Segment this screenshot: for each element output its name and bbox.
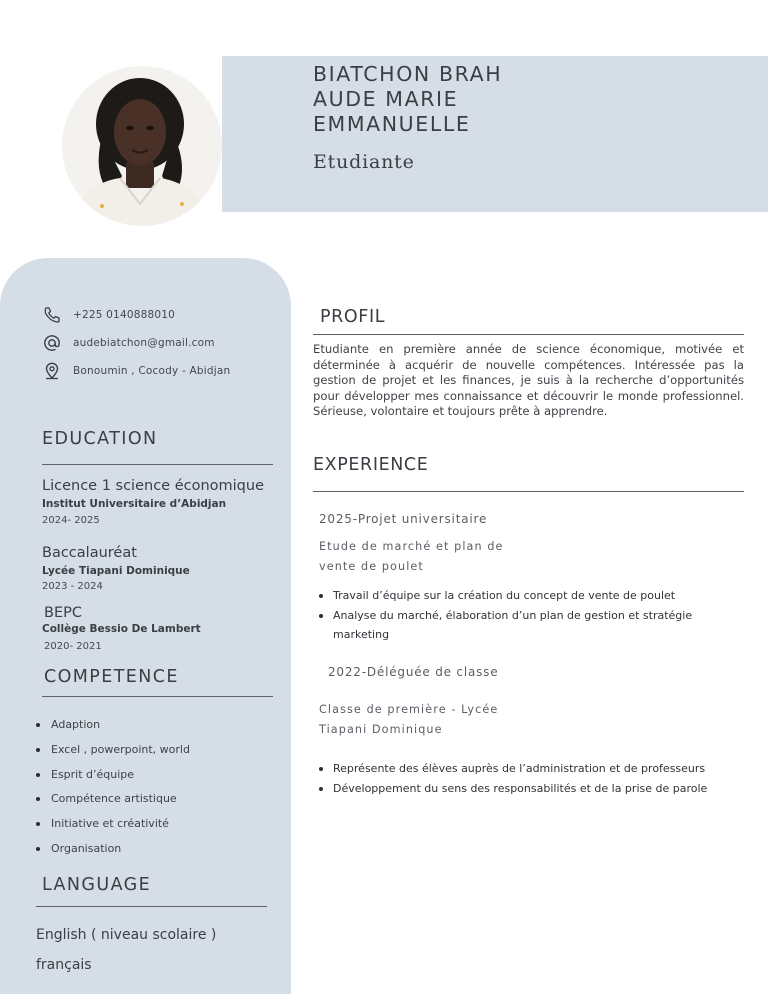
experience-bullets-2	[319, 759, 744, 798]
competence-divider	[42, 696, 273, 697]
education-degree-1: Licence 1 science économique	[42, 478, 264, 494]
language-divider	[36, 906, 267, 907]
competence-item: Organisation	[36, 840, 190, 865]
language-title: LANGUAGE	[42, 875, 152, 895]
phone-number: +225 0140888010	[73, 309, 175, 321]
competence-list	[36, 716, 190, 865]
competence-item: Compétence artistique	[36, 790, 190, 815]
experience-subtitle-line: Tiapani Dominique	[319, 723, 443, 736]
contact-address	[42, 361, 230, 381]
competence-item: Adaption	[36, 716, 190, 741]
competence-item: Initiative et créativité	[36, 815, 190, 840]
full-name	[313, 62, 733, 137]
experience-bullet: Analyse du marché, élaboration d’un plan de gestion et stratégie marketing	[319, 606, 744, 645]
education-title: EDUCATION	[42, 429, 158, 449]
name-line-2: AUDE MARIE	[313, 87, 459, 111]
education-school-3: Collège Bessio De Lambert	[42, 623, 201, 635]
experience-divider	[313, 491, 744, 492]
experience-subtitle-line: Etude de marché et plan de	[319, 540, 504, 553]
experience-subtitle-1	[319, 537, 504, 577]
job-title: Etudiante	[313, 151, 415, 173]
experience-bullet: Développement du sens des responsabilités et de la prise de parole	[319, 779, 744, 799]
education-school-2: Lycée Tiapani Dominique	[42, 565, 190, 577]
name-line-1: BIATCHON BRAH	[313, 62, 503, 86]
education-degree-3: BEPC	[44, 605, 82, 621]
language-item-1: English ( niveau scolaire )	[36, 927, 217, 943]
experience-bullet: Représente des élèves auprès de l’administration et de professeurs	[319, 759, 744, 779]
experience-subtitle-2	[319, 700, 498, 740]
education-years-2: 2023 - 2024	[42, 581, 103, 592]
location-pin-icon	[42, 361, 62, 381]
contact-email	[42, 333, 215, 353]
experience-subtitle-line: vente de poulet	[319, 560, 424, 573]
phone-icon	[42, 305, 62, 325]
competence-item: Esprit d’équipe	[36, 766, 190, 791]
experience-heading-2: 2022-Déléguée de classe	[328, 665, 499, 679]
competence-title: COMPETENCE	[44, 667, 179, 687]
language-item-2: français	[36, 957, 92, 973]
home-address: Bonoumin , Cocody - Abidjan	[73, 365, 231, 377]
profile-photo	[62, 66, 222, 226]
experience-bullets-1	[319, 586, 744, 645]
education-divider	[42, 464, 273, 465]
experience-bullet: Travail d’équipe sur la création du concept de vente de poulet	[319, 586, 744, 606]
name-line-3: EMMANUELLE	[313, 112, 471, 136]
experience-subtitle-line: Classe de première - Lycée	[319, 703, 499, 716]
email-address: audebiatchon@gmail.com	[73, 337, 215, 349]
profil-summary: Etudiante en première année de science économique, motivée et déterminée à acquérir de nouvelle compétences. Intéressée pas la gestion de projet et les finances, je suis à la recherche d’opportunités pour développer mes connaissance et découvrir le monde professionnel. Sérieuse, volontaire et toujours prête à apprendre.	[313, 342, 744, 419]
education-degree-2: Baccalauréat	[42, 545, 137, 561]
profil-title: PROFIL	[320, 307, 386, 327]
experience-heading-1: 2025-Projet universitaire	[319, 512, 488, 526]
education-years-3: 2020- 2021	[44, 641, 102, 652]
experience-title: EXPERIENCE	[313, 455, 429, 475]
profil-divider	[313, 334, 744, 335]
profile-photo-image	[62, 66, 222, 226]
competence-item: Excel , powerpoint, world	[36, 741, 190, 766]
at-icon	[42, 333, 62, 353]
education-school-1: Institut Universitaire d’Abidjan	[42, 498, 227, 510]
contact-phone	[42, 305, 175, 325]
education-years-1: 2024- 2025	[42, 515, 100, 526]
